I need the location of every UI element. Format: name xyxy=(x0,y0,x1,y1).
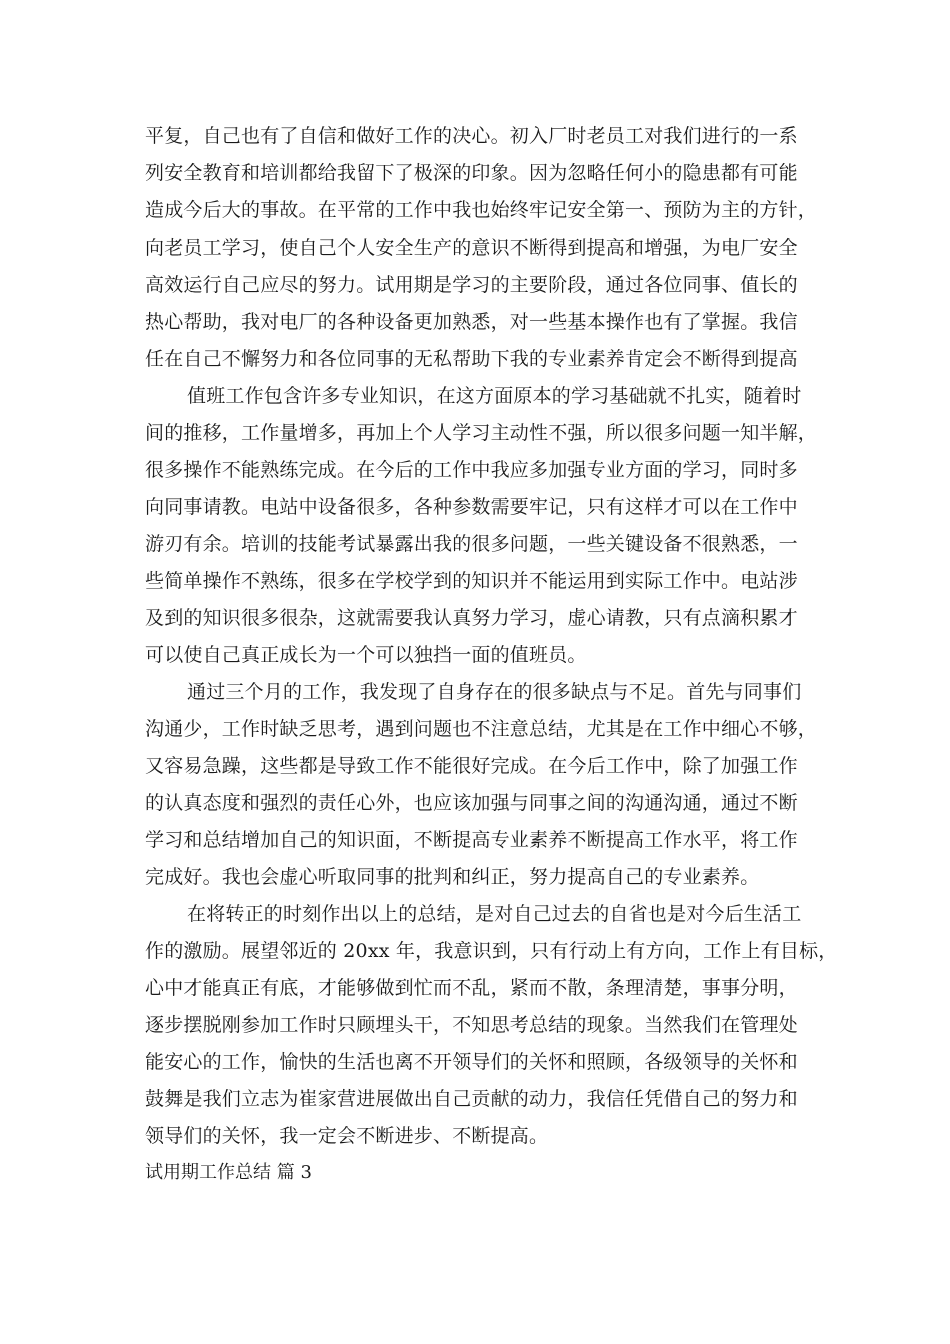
paragraph-1-line-3: 造成今后大的事故。在平常的工作中我也始终牢记安全第一、预防为主的方针， xyxy=(145,199,818,221)
paragraph-1-line-5: 高效运行自己应尽的努力。试用期是学习的主要阶段，通过各位同事、值长的 xyxy=(145,274,798,296)
paragraph-2-line-5: 游刃有余。培训的技能考试暴露出我的很多问题，一些关键设备不很熟悉，一 xyxy=(145,533,798,555)
paragraph-2-line-3: 很多操作不能熟练完成。在今后的工作中我应多加强专业方面的学习，同时多 xyxy=(145,459,798,481)
paragraph-1-line-4: 向老员工学习，使自己个人安全生产的意识不断得到提高和增强，为电厂安全 xyxy=(145,237,798,259)
paragraph-4-line-1: 在将转正的时刻作出以上的总结，是对自己过去的自省也是对今后生活工 xyxy=(187,903,802,925)
paragraph-2-line-1: 值班工作包含许多专业知识，在这方面原本的学习基础就不扎实，随着时 xyxy=(187,385,802,407)
paragraph-3-line-1: 通过三个月的工作，我发现了自身存在的很多缺点与不足。首先与同事们 xyxy=(187,681,802,703)
paragraph-2-line-2: 间的推移，工作量增多，再加上个人学习主动性不强，所以很多问题一知半解， xyxy=(145,422,818,444)
paragraph-3-line-4: 的认真态度和强烈的责任心外，也应该加强与同事之间的沟通沟通，通过不断 xyxy=(145,792,798,814)
paragraph-4-line-3: 心中才能真正有底，才能够做到忙而不乱，紧而不散，条理清楚，事事分明， xyxy=(145,977,798,999)
paragraph-4-line-2: 作的激励。展望邻近的 20xx 年，我意识到，只有行动上有方向，工作上有目标， xyxy=(145,940,838,962)
paragraph-3-line-5: 学习和总结增加自己的知识面，不断提高专业素养不断提高工作水平，将工作 xyxy=(145,829,798,851)
paragraph-4-line-6: 鼓舞是我们立志为崔家营进展做出自己贡献的动力，我信任凭借自己的努力和 xyxy=(145,1088,798,1110)
paragraph-4-line-7: 领导们的关怀，我一定会不断进步、不断提高。 xyxy=(145,1125,549,1147)
paragraph-1-line-7: 任在自己不懈努力和各位同事的无私帮助下我的专业素养肯定会不断得到提高 xyxy=(145,348,798,370)
paragraph-2-line-6: 些简单操作不熟练，很多在学校学到的知识并不能运用到实际工作中。电站涉 xyxy=(145,570,798,592)
paragraph-1-line-6: 热心帮助，我对电厂的各种设备更加熟悉，对一些基本操作也有了掌握。我信 xyxy=(145,311,798,333)
paragraph-4-line-5: 能安心的工作，愉快的生活也离不开领导们的关怀和照顾，各级领导的关怀和 xyxy=(145,1051,798,1073)
paragraph-1-line-1: 平复，自己也有了自信和做好工作的决心。初入厂时老员工对我们进行的一系 xyxy=(145,125,798,147)
paragraph-3-line-2: 沟通少，工作时缺乏思考，遇到问题也不注意总结，尤其是在工作中细心不够， xyxy=(145,718,818,740)
paragraph-2-line-4: 向同事请教。电站中设备很多，各种参数需要牢记，只有这样才可以在工作中 xyxy=(145,496,798,518)
paragraph-1-line-2: 列安全教育和培训都给我留下了极深的印象。因为忽略任何小的隐患都有可能 xyxy=(145,162,798,184)
paragraph-2-line-8: 可以使自己真正成长为一个可以独挡一面的值班员。 xyxy=(145,644,587,666)
paragraph-2-line-7: 及到的知识很多很杂，这就需要我认真努力学习，虚心请教，只有点滴积累才 xyxy=(145,607,798,629)
paragraph-4-line-4: 逐步摆脱刚参加工作时只顾埋头干，不知思考总结的现象。当然我们在管理处 xyxy=(145,1014,798,1036)
paragraph-3-line-6: 完成好。我也会虚心听取同事的批判和纠正，努力提高自己的专业素养。 xyxy=(145,866,760,888)
paragraph-3-line-3: 又容易急躁，这些都是导致工作不能很好完成。在今后工作中，除了加强工作 xyxy=(145,755,798,777)
section-heading: 试用期工作总结 篇 3 xyxy=(145,1162,312,1183)
